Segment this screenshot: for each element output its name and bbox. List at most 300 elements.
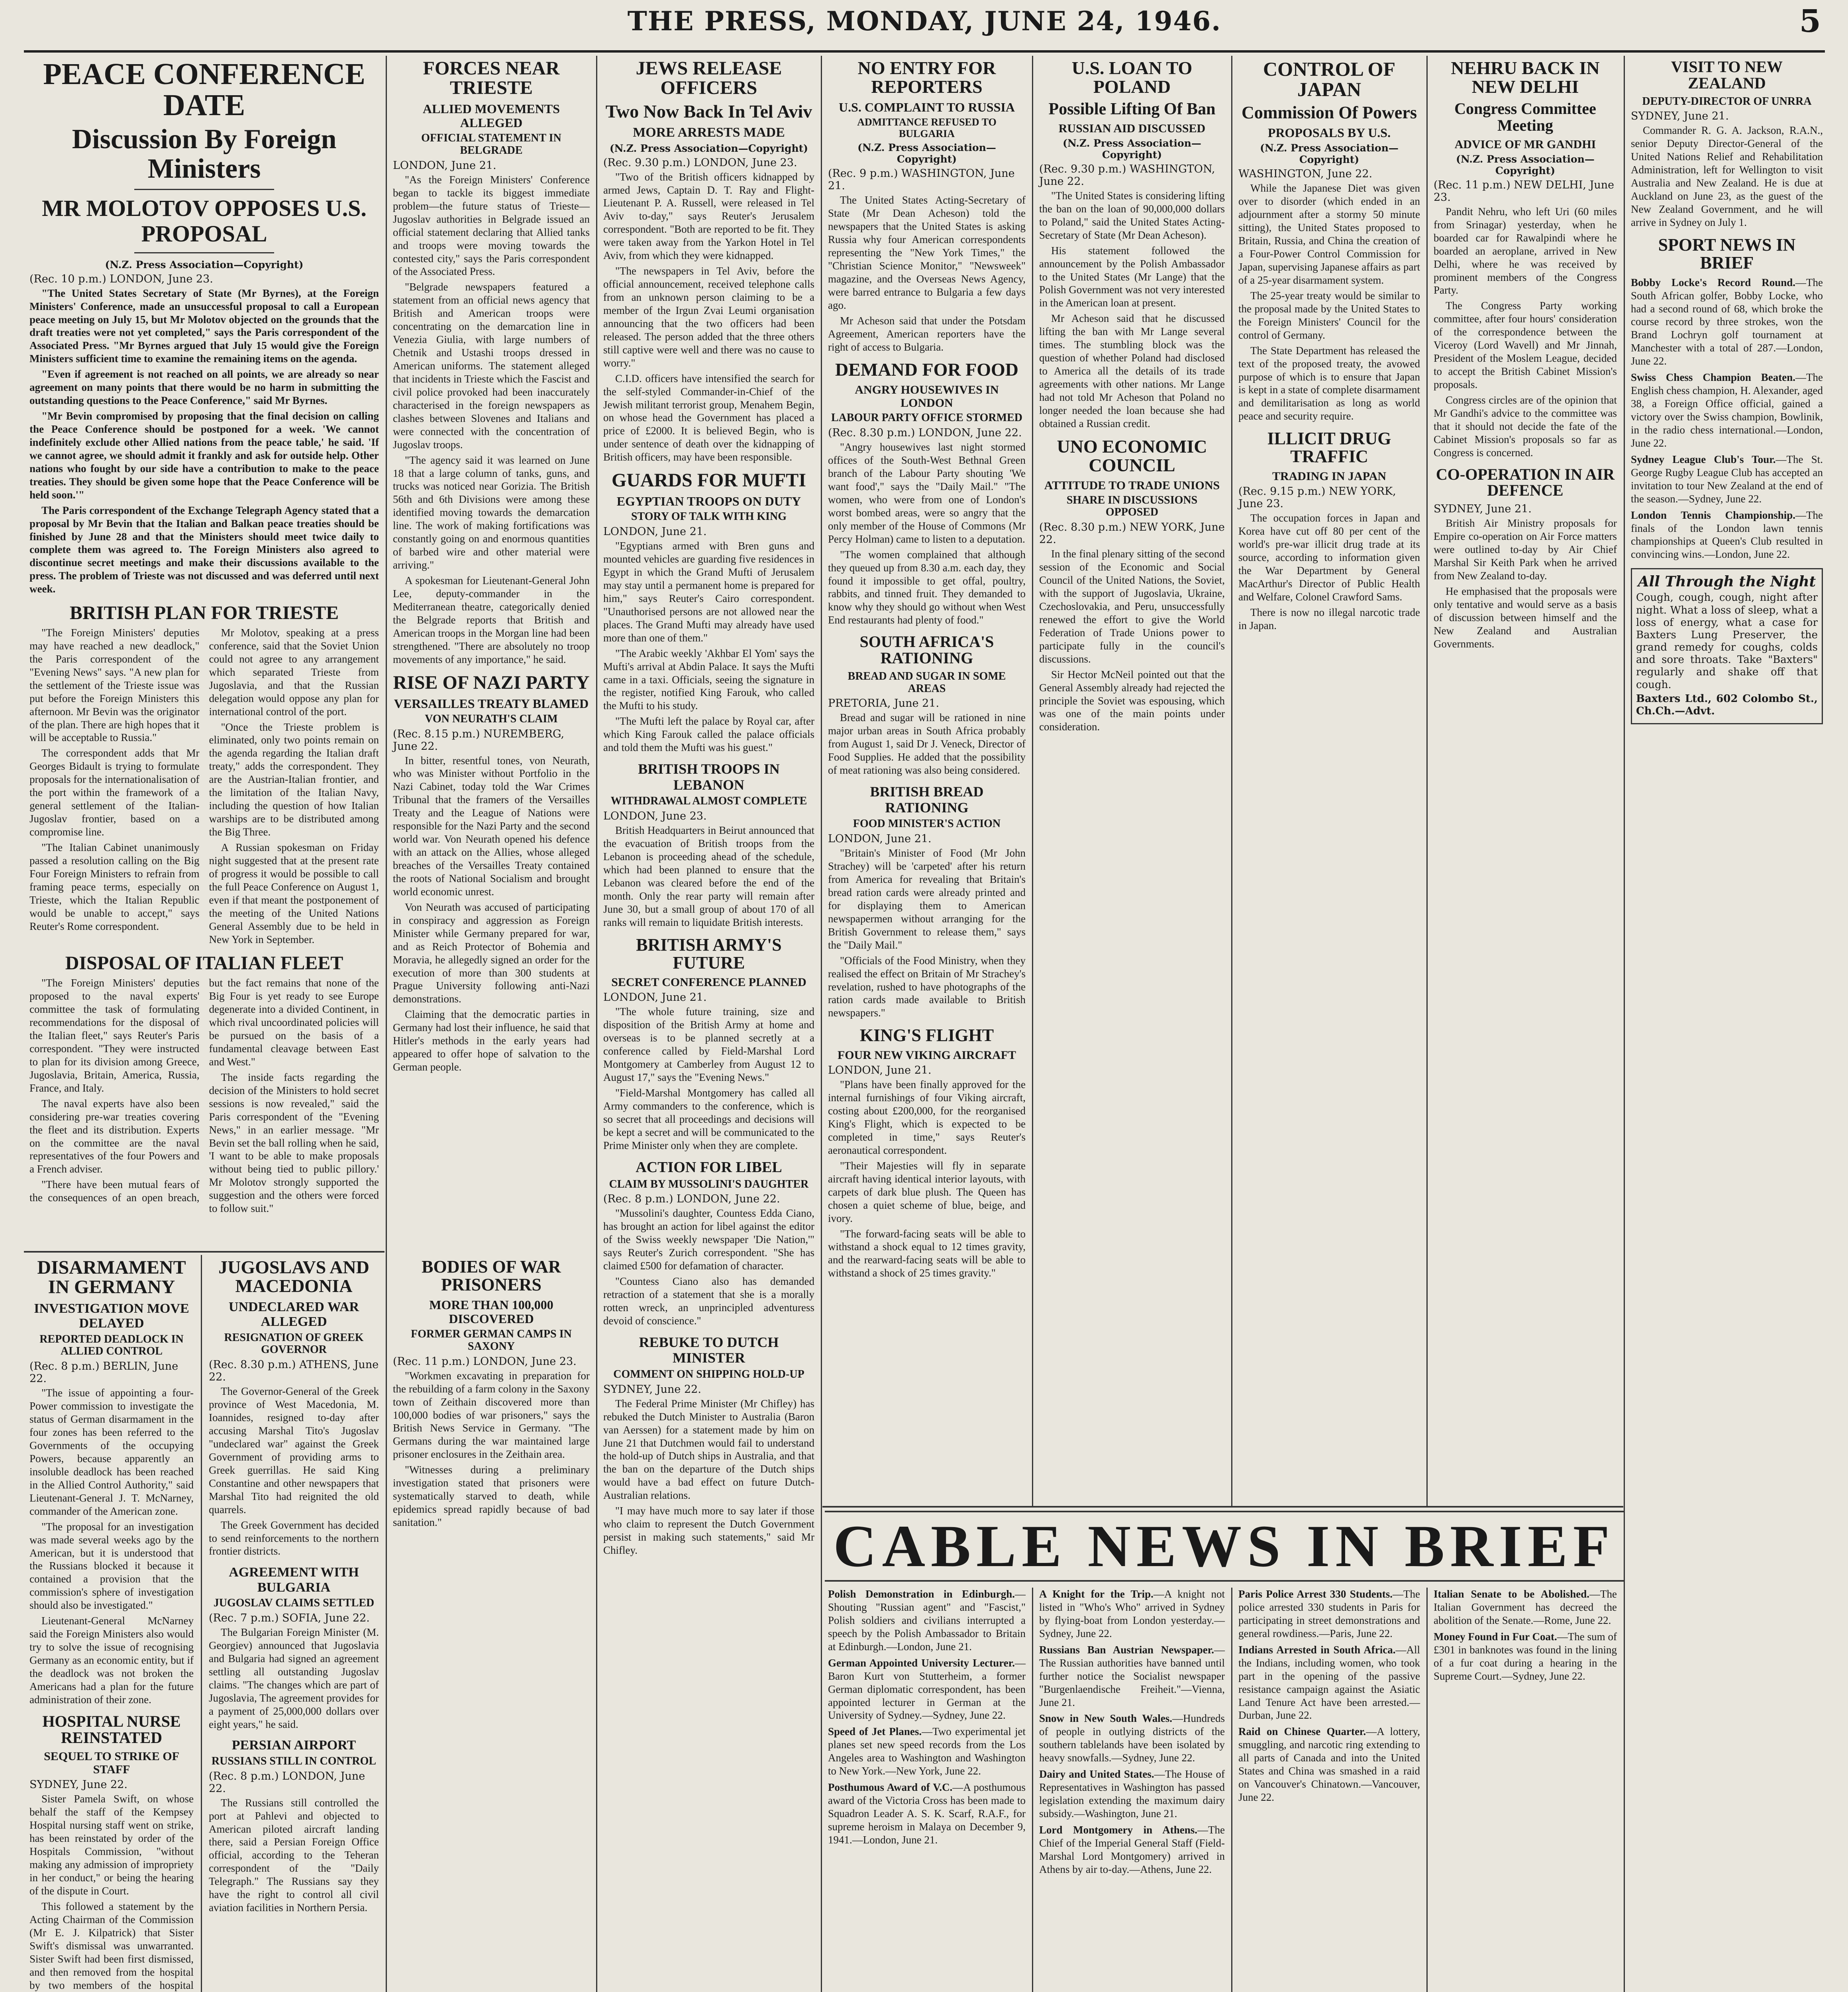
cable-item	[828, 1588, 1026, 1653]
cable-text: —A knight not listed in "Who's Who" arrived in Sydney by flying-boat from London yesterday.—Sydney, June 22.	[1039, 1588, 1225, 1639]
article-body	[209, 1385, 379, 1558]
cable-lead: Indians Arrested in South Africa.	[1238, 1643, 1396, 1656]
dateline: (Rec. 9.15 p.m.) NEW YORK, June 23.	[1238, 485, 1396, 510]
paragraph: Sister Pamela Swift, on whose behalf the staff of the Kempsey Hospital nursing staff went on strike, has been reinstated by order of the Hospitals Commission, "without making any admission of impropriety in her conduct," or being the hearing of the dispute in Court.	[29, 1793, 194, 1897]
article-war-prisoners	[393, 1258, 590, 1529]
article-army-future	[603, 936, 814, 1152]
paragraph: The United States Acting-Secretary of State (Mr Dean Acheson) told the newspapers that the United States is asking Russia why four American correspondents representing the "New York Times," the "Christian Science Monitor," "Newsweek" magazine, and the Overseas News Agency, were barred entrance to Bulgaria a few days ago.	[828, 194, 1026, 311]
paragraph: "Officials of the Food Ministry, when they realised the effect on Britain of Mr Strachey's revelation, rushed to have photographs of the ration cards made available to British newspapers."	[828, 954, 1026, 1019]
cable-item	[828, 1725, 1026, 1778]
cable-text: —The Italian Government has decreed the abolition of the Senate.—Rome, June 22.	[1434, 1588, 1617, 1626]
article-hospital-nurse	[29, 1714, 194, 1992]
cable-item	[828, 1781, 1026, 1847]
article-body	[603, 1005, 814, 1152]
article-body	[603, 1207, 814, 1327]
headline: BODIES OF WAR PRISONERS	[422, 1257, 561, 1294]
cable-column-3	[1233, 1588, 1426, 1992]
sport-text: —The finals of the London lawn tennis championships at Queen's Club resulted in convincing wins.—London, June 22.	[1631, 509, 1823, 561]
sport-item	[1631, 276, 1823, 368]
paragraph: "The United States Secretary of State (Mr Byrnes), at the Foreign Ministers' Conference, made an unsuccessful proposal to call a European peace meeting on July 15, but Mr Molotov objected on the grounds that the draft treaties were not yet completed," says the Paris correspondent of the Associated Press. "Mr Byrnes argued that July 15 would give the Foreign Ministers sufficient time to examine the remaining items on the agenda.	[29, 287, 379, 365]
paragraph: "The agency said it was learned on June 18 that a large column of tanks, guns, and trucks was noticed near Gorizia. The British 56th and 6th Divisions were among these identified moving towards the demarcation line. The work of making fortifications was constantly going on and enormous quantities of barbed wire and other material were arriving."	[393, 454, 590, 571]
deck: EGYPTIAN TROOPS ON DUTY	[616, 494, 801, 509]
cable-text: —A lottery, smuggling, and narcotic ring extending to all parts of Canada and into the United States and China was smashed in a raid on Vancouver's Chinatown.—Vancouver, June 22.	[1238, 1725, 1420, 1804]
cable-text: —The Chief of the Imperial General Staff (Field-Marshal Lord Montgomery) arrived in Athens by air to-day.—Athens, June 22.	[1039, 1823, 1225, 1875]
article-body	[828, 1078, 1026, 1280]
column-4	[822, 56, 1031, 1506]
masthead-title: THE PRESS, MONDAY, JUNE 24, 1946.	[627, 6, 1222, 37]
dateline: (Rec. 9.30 p.m.) WASHINGTON, June 22.	[1039, 163, 1215, 188]
article-body	[828, 711, 1026, 777]
deck: MORE ARRESTS MADE	[633, 125, 785, 140]
headline: BRITISH BREAD RATIONING	[870, 784, 984, 816]
subheadline: Two Now Back In Tel Aviv	[605, 101, 812, 122]
cable-lead: Italian Senate to be Abolished.	[1434, 1588, 1590, 1600]
column-2	[387, 56, 595, 1251]
dateline: (Rec. 8.30 p.m.) NEW YORK, June 22.	[1039, 521, 1225, 546]
sport-item	[1631, 509, 1823, 561]
article-body	[828, 847, 1026, 1020]
headline: PERSIAN AIRPORT	[231, 1738, 356, 1753]
cable-text: —The sum of £301 in banknotes was found in the lining of a fur coat during a hearing in the Supreme Court.—Sydney, June 22.	[1434, 1630, 1617, 1682]
paragraph: "Workmen excavating in preparation for the rebuilding of a farm colony in the Saxony town of Zeithain discovered more than 100,000 bodies of war prisoners," says the British News Service in Germany. "The Germans during the war maintained large prisoner enclosures in the Zeithain area.	[393, 1369, 590, 1461]
article-body	[828, 441, 1026, 627]
cable-lead: Snow in New South Wales.	[1039, 1712, 1173, 1725]
article-forces-trieste	[393, 59, 590, 666]
column-rule	[1231, 1588, 1232, 1992]
paragraph: "Mussolini's daughter, Countess Edda Ciano, has brought an action for libel against the editor of the Swiss weekly newspaper 'Die Nation,'" says Reuter's Zurich correspondent. "She has claimed £500 for defamation of character.	[603, 1207, 814, 1272]
paragraph: The occupation forces in Japan and Korea have cut off 80 per cent of the world's pre-war illicit drug trade at its source, according to information given the War Department by General MacArthur's Director of Public Health and Welfare, Colonel Crawford Sams.	[1238, 512, 1420, 603]
paragraph: There is now no illegal narcotic trade in Japan.	[1238, 606, 1420, 631]
deck: ADVICE OF MR GANDHI	[1454, 137, 1596, 151]
paragraph: "Two of the British officers kidnapped by armed Jews, Captain D. T. Ray and Flight-Lieutenant P. A. Russell, were released in Tel Aviv to-day," says Reuter's Jerusalem correspondent. "Both are reported to be fit. They were taken away from the Yarkon Hotel in Tel Aviv, from which they were kidnapped.	[603, 171, 814, 262]
column-rule	[1032, 1588, 1033, 1992]
divider	[134, 252, 274, 253]
column-1b-lower	[203, 1255, 385, 1992]
headline: BRITISH ARMY'S FUTURE	[636, 935, 782, 972]
article-body	[209, 1796, 379, 1914]
headline: DISPOSAL OF ITALIAN FLEET	[65, 953, 343, 974]
article-drug-traffic	[1238, 430, 1420, 632]
dateline: (Rec. 8.15 p.m.) NUREMBERG, June 22.	[393, 727, 565, 753]
dateline: (Rec. 9.30 p.m.) LONDON, June 23.	[603, 156, 797, 169]
paragraph: The naval experts have also been considering pre-war treaties covering the fleet and its distribution. Experts on the committee are the naval representatives of the four Powers and a French adviser.	[29, 1097, 200, 1175]
deck: MORE THAN 100,000 DISCOVERED	[429, 1297, 553, 1326]
column-rule	[201, 1255, 202, 1992]
paragraph: "There have been mutual fears of the consequences of an open breach, but the fact remains that none of the Big Four is yet ready to see Europe degenerate into a divided Continent, in which rival uncoordinated policies will be pursued on the basis of a fundamental cleavage between East and West."	[29, 977, 379, 1204]
column-5	[1034, 56, 1230, 1506]
article-jugoslavs	[209, 1258, 379, 1558]
paragraph: Bread and sugar will be rationed in nine major urban areas in South Africa probably from August 1, said Dr J. Veneck, Director of Food Supplies. He added that the possibility of meat rationing was also being considered.	[828, 712, 1026, 776]
article-body	[1631, 124, 1823, 229]
advertisement	[1631, 568, 1823, 724]
paragraph: British Headquarters in Beirut announced that the evacuation of British troops from the Lebanon is proceeding ahead of the schedule, which had been planned to ensure that the Lebanon was cleared before the end of the month. Only the rear party will remain after June 30, but a small group of about 170 of all ranks will remain to liquidate British interests.	[603, 824, 814, 928]
cable-item	[1238, 1588, 1420, 1640]
deck: CLAIM BY MUSSOLINI'S DAUGHTER	[609, 1178, 809, 1190]
column-2-lower	[387, 1255, 595, 1992]
page-number: 5	[1799, 3, 1821, 39]
column-1a-lower	[24, 1255, 199, 1992]
section-rule	[822, 1506, 1623, 1508]
credit-line: (N.Z. Press Association—Copyright)	[1063, 137, 1201, 161]
cable-lead: Russians Ban Austrian Newspaper.	[1039, 1643, 1214, 1656]
article-body	[1039, 189, 1225, 430]
deck: RUSSIAN AID DISCUSSED	[1058, 122, 1206, 135]
headline: HOSPITAL NURSE REINSTATED	[42, 1712, 181, 1747]
article-sa-rationing	[828, 634, 1026, 777]
paragraph: C.I.D. officers have intensified the search for the self-styled Commander-in-Chief of the Jewish militant terrorist group, Menahem Begin, on whose head the Government has placed a price of £2000. It is believed Begin, who is under sentence of death over the kidnapping of British officers, may have been responsible.	[603, 372, 814, 463]
headline: BRITISH PLAN FOR TRIESTE	[69, 602, 339, 624]
article-italian-fleet	[29, 953, 379, 1215]
cable-item	[1434, 1588, 1617, 1627]
deck: REPORTED DEADLOCK IN ALLIED CONTROL	[39, 1333, 184, 1358]
article-jews-release	[603, 59, 814, 464]
paragraph: The State Department has released the text of the proposed treaty, the avowed purpose of which is to ensure that Japan is kept in a state of complete disarmament and demilitarisation as long as world peace and security require.	[1238, 344, 1420, 422]
column-rule	[596, 56, 597, 1992]
deck: SEQUEL TO STRIKE OF STAFF	[44, 1750, 179, 1776]
cable-lead: Paris Police Arrest 330 Students.	[1238, 1588, 1393, 1600]
cable-item	[1039, 1643, 1225, 1709]
article-guards-mufti	[603, 471, 814, 754]
dateline: LONDON, June 23.	[603, 810, 707, 823]
headline: AGREEMENT WITH BULGARIA	[229, 1565, 359, 1595]
headline: NEHRU BACK IN NEW DELHI	[1451, 58, 1600, 97]
deck: FOUR NEW VIKING AIRCRAFT	[837, 1049, 1016, 1062]
dateline: LONDON, June 21.	[828, 833, 932, 845]
headline: GUARDS FOR MUFTI	[612, 470, 806, 491]
deck: SHARE IN DISCUSSIONS OPPOSED	[1066, 494, 1198, 519]
deck: RUSSIANS STILL IN CONTROL	[211, 1755, 377, 1767]
paragraph: Mr Acheson said that under the Potsdam Agreement, American reporters have the right of access to Bulgaria.	[828, 314, 1026, 353]
cable-text: —Shouting "Russian agent" and "Fascist," Polish soldiers and civilians interrupted a speech by the Polish Ambassador to Britain at Edinburgh.—London, June 21.	[828, 1588, 1026, 1653]
article-action-libel	[603, 1159, 814, 1327]
article-loan-poland	[1039, 59, 1225, 430]
advert-sign: Baxters Ltd., 602 Colombo St., Ch.Ch.—Advt.	[1636, 692, 1818, 718]
headline: PEACE CONFERENCE DATE	[43, 57, 365, 122]
subheadline: Possible Lifting Of Ban	[1048, 100, 1216, 118]
paragraph: "The Arabic weekly 'Akhbar El Yom' says the Mufti's arrival at Abdin Palace. It says the Mufti came in a taxi. Officials, seeing the signature in the register, notified King Farouk, who called the Mufti to his study.	[603, 647, 814, 712]
deck: COMMENT ON SHIPPING HOLD-UP	[613, 1368, 804, 1380]
deck: UNDECLARED WAR ALLEGED	[228, 1299, 359, 1329]
cable-text: —All the Indians, including women, who took part in the opening of the passive resistance campaign against the Asiatic Land Tenure Act have been arrested.—Durban, June 22.	[1238, 1643, 1420, 1721]
article-kings-flight	[828, 1027, 1026, 1280]
deck: WITHDRAWAL ALMOST COMPLETE	[610, 795, 807, 808]
paragraph: The Congress Party working committee, after four hours' consideration of the correspondence between the Viceroy (Lord Wavell) and Mr Jinnah, President of the Moslem League, decided to accept the British Cabinet Mission's proposals.	[1434, 300, 1617, 390]
article-body	[1434, 205, 1617, 459]
cable-item	[1039, 1588, 1225, 1640]
cable-lead: Dairy and United States.	[1039, 1768, 1154, 1780]
column-8	[1625, 56, 1828, 1992]
paragraph: In the final plenary sitting of the second session of the Economic and Social Council of the United Nations, the Soviet, with the support of Jugoslavia, Ukraine, Czechoslovakia, and Peru, unsuccessfully renewed the effort to give the World Federation of Trade Unions power to participate fully in the council's discussions.	[1039, 548, 1225, 665]
headline: U.S. LOAN TO POLAND	[1071, 58, 1193, 97]
article-body	[29, 1386, 194, 1706]
paragraph: "Plans have been finally approved for the internal furnishings of four Viking aircraft, costing about £200,000, for the reorganised King's Flight, which is expected to be completed in time," says Reuter's aeronautical correspondent.	[828, 1078, 1026, 1156]
article-body	[29, 626, 379, 946]
deck: PROPOSALS BY U.S.	[1267, 125, 1391, 140]
paragraph: "The Foreign Ministers' deputies may have reached a new deadlock," the Paris correspondent of the "Evening News" says. "A new plan for the settlement of the Trieste issue was put before the Foreign Ministers this afternoon. Mr Bevin was the originator of the plan. There are high hopes that it will be acceptable to Russia."	[29, 626, 200, 744]
credit-line: (N.Z. Press Association—Copyright)	[1456, 153, 1595, 176]
paragraph: The Bulgarian Foreign Minister (M. Georgiev) announced that Jugoslavia and Bulgaria had signed an agreement settling all outstanding Jugoslav claims. "The changes which are part of Jugoslavia, The agreement provides for a payment of 25,000,000 dollars over eight years," he said.	[209, 1626, 379, 1730]
deck: FORMER GERMAN CAMPS IN SAXONY	[411, 1328, 572, 1353]
cable-item	[828, 1657, 1026, 1722]
paragraph: The Federal Prime Minister (Mr Chifley) has rebuked the Dutch Minister to Australia (Baron van Aerssen) for a statement made by him on June 21 that Dutchmen would fail to understand the hold-up of Dutch ships in Australia, and that the ban on the departure of the Dutch ships would have a bad effect on future Dutch-Australian relations.	[603, 1397, 814, 1502]
paragraph: "The Mufti left the palace by Royal car, after which King Farouk called the palace officials and told them the Mufti was his guest."	[603, 715, 814, 754]
article-body	[1238, 182, 1420, 423]
headline: SOUTH AFRICA'S RATIONING	[859, 633, 994, 667]
article-control-japan	[1238, 59, 1420, 423]
paragraph: "The women complained that although they queued up from 8.30 a.m. each day, they found it impossible to get offal, poultry, rabbits, and tinned fruit. They demanded to know why they should go without when West End restaurants had plenty of food."	[828, 548, 1026, 626]
dateline: PRETORIA, June 21.	[828, 697, 940, 710]
deck: LABOUR PARTY OFFICE STORMED	[831, 412, 1022, 424]
deck: U.S. COMPLAINT TO RUSSIA	[839, 100, 1015, 114]
headline: DEMAND FOR FOOD	[835, 359, 1018, 380]
paragraph: "The forward-facing seats will be able to withstand a shock equal to 12 times gravity, and the rearward-facing seats will be able to withstand a shock of 25 times gravity."	[828, 1227, 1026, 1279]
cable-item	[1238, 1725, 1420, 1804]
deck: ATTITUDE TO TRADE UNIONS	[1044, 478, 1220, 492]
paragraph: "I may have much more to say later if those who claim to represent the Dutch Government persist in making such statements," said Mr Chifley.	[603, 1505, 814, 1557]
article-body	[1039, 547, 1225, 733]
deck: ADMITTANCE REFUSED TO BULGARIA	[857, 116, 997, 139]
sport-lead: Sydney League Club's Tour.	[1631, 453, 1776, 465]
sport-text: —The English chess champion, H. Alexander, aged 38, a Foreign Office official, gained a victory over the Swiss champion, Bowlinik, in the radio chess international.—London, June 22.	[1631, 371, 1823, 449]
column-rule	[386, 56, 387, 1992]
article-bulgaria	[209, 1565, 379, 1731]
dateline: (Rec. 8.30 p.m.) LONDON, June 22.	[828, 427, 1022, 439]
column-rule	[1426, 56, 1428, 1506]
headline: FORCES NEAR TRIESTE	[423, 58, 560, 98]
dateline: SYDNEY, June 22.	[603, 1383, 701, 1396]
paragraph: "Even if agreement is not reached on all points, we are already so near agreement on many points that there would be no harm in submitting the outstanding questions to the Peace Conference," said Mr Byrnes.	[29, 368, 379, 407]
article-nazi-party	[393, 673, 590, 1074]
cable-item	[1039, 1823, 1225, 1876]
cable-lead: A Knight for the Trip.	[1039, 1588, 1154, 1600]
headline: NO ENTRY FOR REPORTERS	[857, 58, 996, 97]
paragraph: "The Foreign Ministers' deputies proposed to the naval experts' committee the task of formulating recommendations for the disposal of the Italian fleet," says Reuter's Paris correspondent. "They were instructed to plan for its division among Greece, Jugoslavia, Britain, America, Russia, France, and Italy.	[29, 977, 200, 1094]
article-british-plan	[29, 603, 379, 946]
article-body	[1238, 512, 1420, 632]
article-peace-conference	[29, 59, 379, 596]
article-body	[603, 171, 814, 464]
cable-lead: Polish Demonstration in Edinburgh.	[828, 1588, 1015, 1600]
dateline: (Rec. 8 p.m.) LONDON, June 22.	[603, 1193, 780, 1206]
credit-line: (N.Z. Press Association—Copyright)	[857, 142, 996, 165]
dateline: (Rec. 9 p.m.) WASHINGTON, June 21.	[828, 167, 1015, 192]
paragraph: Mr Molotov, speaking at a press conference, said that the Soviet Union could not agree to any arrangement which separated Trieste from Jugoslavia, and that the Russian delegation would oppose any plan for international control of the port.	[209, 626, 379, 718]
cable-text: —Baron Kurt von Stutterheim, a former German diplomatic correspondent, has been appointed lecturer in German at the University of Sydney.—Sydney, June 22.	[828, 1657, 1026, 1721]
dateline: (Rec. 8 p.m.) BERLIN, June 22.	[29, 1360, 179, 1385]
paragraph: Pandit Nehru, who left Uri (60 miles from Srinagar) yesterday, when he boarded car for Rawalpindi where he boarded an aeroplane, arrived in New Delhi, where he was received by prominent members of the Congress Party.	[1434, 205, 1617, 296]
article-body	[393, 173, 590, 666]
paragraph: "Britain's Minister of Food (Mr John Strachey) will be 'carpeted' after his return from America for revealing that Britain's bread ration cards were already printed and for displaying them to American newspapermen without arranging for the British Government to release them," says the "Daily Mail."	[828, 847, 1026, 951]
cable-item	[1238, 1643, 1420, 1722]
paragraph: British Air Ministry proposals for Empire co-operation on Air Force matters were outlined to-day by Air Chief Marshal Sir Keith Park when he arrived from New Zealand to-day.	[1434, 517, 1617, 582]
deck: STORY OF TALK WITH KING	[631, 510, 787, 523]
paragraph: The Paris correspondent of the Exchange Telegraph Agency stated that a proposal by Mr Bevin that the Italian and Balkan peace treaties should be finished by June 28 and that the Ministers should meet twice daily to complete them was agreed to. The Foreign Ministers also agreed to discontinue secret meetings and make their discussions available to the press. The problem of Trieste was not discussed and was deferred until next week.	[29, 504, 379, 595]
article-persian-airport	[209, 1738, 379, 1914]
column-rule	[1426, 1588, 1428, 1992]
paragraph: "As the Foreign Ministers' Conference began to tackle its biggest immediate problem—the future status of Trieste—Jugoslav authorities in Belgrade issued an official statement declaring that Allied tanks and troops were moving towards the contested city," says the Paris correspondent of the Associated Press.	[393, 173, 590, 278]
paragraph: Claiming that the democratic parties in Germany had lost their influence, he said that Hitler's methods in the early years had appeared to offer hope of salvation to the German people.	[393, 1008, 590, 1073]
cable-column-4	[1428, 1588, 1622, 1992]
headline: ILLICIT DRUG TRAFFIC	[1267, 429, 1391, 467]
paragraph: "The newspapers in Tel Aviv, before the official announcement, received telephone calls from an unknown person claiming to be a member of the Irgun Zvai Leumi organisation announcing that the two officers had been released. The person added that the three others still captive were well and there was no cause to worry."	[603, 265, 814, 369]
dateline: LONDON, June 21.	[603, 991, 707, 1004]
article-body	[393, 1369, 590, 1529]
dateline: LONDON, June 21.	[393, 159, 496, 172]
credit-line: (N.Z. Press Association—Copyright)	[609, 142, 808, 154]
cable-lead: German Appointed University Lecturer.	[828, 1657, 1015, 1669]
article-body	[828, 194, 1026, 353]
article-body	[603, 824, 814, 929]
paragraph: "Field-Marshal Montgomery has called all Army commanders to the conference, which is so secret that all proceedings and decisions will be kept a secret and will be communicated to the Prime Minister only when they are complete.	[603, 1087, 814, 1151]
headline: JUGOSLAVS AND MACEDONIA	[218, 1257, 369, 1296]
sport-text: —The South African golfer, Bobby Locke, who had a second round of 68, which broke the course record by three strokes, won the Brand Lochryn golf tournament at Manchester with a total of 287.—London, June 22.	[1631, 276, 1823, 367]
cable-item	[1434, 1630, 1617, 1683]
deck: SECRET CONFERENCE PLANNED	[611, 976, 806, 989]
cable-column-1	[822, 1588, 1031, 1992]
headline: CO-OPERATION IN AIR DEFENCE	[1436, 465, 1615, 500]
paragraph: "The whole future training, size and disposition of the British Army at home and overseas is to be planned secretly at a conference called by Field-Marshal Lord Montgomery at Camberley from August 12 to August 17," says the "Evening News."	[603, 1006, 814, 1084]
sport-lead: London Tennis Championship.	[1631, 509, 1796, 521]
advert-title: All Through the Night	[1638, 573, 1816, 590]
paragraph: Lieutenant-General McNarney said the Foreign Ministers also would try to solve the issue of recognising Germany as an economic entity, but if the deadlock was not broken the Americans had a plan for the future administration of their zone.	[29, 1615, 194, 1706]
deck: RESIGNATION OF GREEK GOVERNOR	[224, 1331, 364, 1356]
article-disarmament	[29, 1258, 194, 1706]
paragraph: Congress circles are of the opinion that Mr Gandhi's advice to the committee was that it should not decide the fate of the Cabinet Mission's proposals so far as Congress is concerned.	[1434, 394, 1617, 459]
deck: INVESTIGATION MOVE DELAYED	[34, 1301, 189, 1331]
dateline: (Rec. 8.30 p.m.) ATHENS, June 22.	[209, 1359, 379, 1384]
cable-text: —The Russian authorities have banned until further notice the Socialist newspaper "Burgenlaendische Freiheit."—Vienna, June 21.	[1039, 1643, 1225, 1708]
dateline: (Rec. 8 p.m.) LONDON, June 22.	[209, 1770, 365, 1795]
paragraph: The inside facts regarding the decision of the Ministers to hold secret sessions is now revealed," said the Paris correspondent of the "Evening News," in an earlier message. "Mr Bevin set the ball rolling when he said, 'I want to be able to make proposals without being tied to public pillory.' Mr Molotov strongly supported the suggestion and the others were forced to follow suit."	[209, 1071, 379, 1215]
paragraph: The 25-year treaty would be similar to the proposal made by the United States to the Foreign Ministers' Council for the control of Germany.	[1238, 289, 1420, 341]
dateline: LONDON, June 21.	[603, 525, 707, 538]
paragraph: "Belgrade newspapers featured a statement from an official news agency that British and American troops were concentrating on the demarcation line in Venezia Giulia, with large numbers of Chetnik and Ustashi troops dressed in American uniforms. The statement alleged that incidents in Trieste which the Fascist and civil police provoked had been inaccurately characterised in the foreign newspapers as clashes between Slovenes and Italians and were connected with the concentration of Jugoslav troops.	[393, 281, 590, 451]
article-dutch-minister	[603, 1335, 814, 1557]
headline: BRITISH TROOPS IN LEBANON	[638, 761, 780, 793]
deck: VON NEURATH'S CLAIM	[425, 712, 558, 725]
article-no-entry	[828, 59, 1026, 353]
section-rule	[24, 1251, 385, 1253]
article-body	[209, 1626, 379, 1731]
paragraph: The Greek Government has decided to send reinforcements to the northern frontier districts.	[209, 1519, 379, 1557]
sport-lead: Swiss Chess Champion Beaten.	[1631, 371, 1796, 384]
deck: JUGOSLAV CLAIMS SETTLED	[213, 1597, 375, 1610]
paragraph: He emphasised that the proposals were only tentative and would serve as a basis of discussion between himself and the New Zealand and Australian Governments.	[1434, 585, 1617, 650]
deck: DEPUTY-DIRECTOR OF UNRRA	[1642, 95, 1812, 108]
cable-news-banner: CABLE NEWS IN BRIEF	[825, 1511, 1624, 1582]
cable-lead: Money Found in Fur Coat.	[1434, 1630, 1557, 1643]
paragraph: The Russians still controlled the port at Pahlevi and objected to American piloted aircraft landing there, said a Persian Foreign Office official, according to the Teheran correspondent of the "Daily Telegraph." The Russians say they have the right to control all civil aviation facilities in Northern Persia.	[209, 1796, 379, 1914]
paragraph: This followed a statement by the Acting Chairman of the Commission (Mr E. J. Kilpatrick) that Sister Swift's dismissal was unwarranted. Sister Swift had been first dismissed, and then removed from the hospital by two members of the hospital	[29, 1900, 194, 1991]
column-7	[1428, 56, 1622, 1506]
paragraph: "The issue of appointing a four-Power commission to investigate the status of German disarmament in the four zones has been referred to the Governments of the occupying Powers, because apparently an insoluble deadlock has been reached in the Allied Control Authority," said Lieutenant-General J. T. McNarney, commander of the American zone.	[29, 1387, 194, 1517]
headline: CONTROL OF JAPAN	[1263, 58, 1395, 100]
paragraph: "The Italian Cabinet unanimously passed a resolution calling on the Big Four Foreign Ministers to refrain from framing peace terms, especially on Trieste, which the Italian Republic would be unable to accept," says Reuter's Rome correspondent.	[29, 841, 200, 932]
paragraph: A spokesman for Lieutenant-General John Lee, deputy-commander in the Mediterranean theatre, categorically denied the Belgrade reports that British and American troops in the Morgan line had been strengthened. "There are absolutely no troop movements of any importance," he said.	[393, 574, 590, 665]
article-visit-nz	[1631, 59, 1823, 229]
article-uno-council	[1039, 437, 1225, 734]
cable-text: —The police arrested 330 students in Paris for participating in street demonstrations and general rowdiness.—Paris, June 22.	[1238, 1588, 1420, 1639]
sport-lead: Bobby Locke's Record Round.	[1631, 276, 1796, 288]
article-body	[29, 287, 379, 596]
sport-text: —The St. George Rugby League Club has accepted an invitation to tour New Zealand at the end of the season.—Sydney, June 22.	[1631, 453, 1823, 505]
deck: ANGRY HOUSEWIVES IN LONDON	[855, 383, 999, 410]
dateline: SYDNEY, June 21.	[1631, 110, 1729, 123]
column-3	[598, 56, 820, 1992]
subheadline: Discussion By Foreign Ministers	[72, 124, 337, 184]
article-body	[603, 539, 814, 754]
column-6	[1233, 56, 1426, 1506]
masthead	[24, 3, 1825, 53]
article-body	[29, 1792, 194, 1992]
article-troops-lebanon	[603, 761, 814, 929]
deck: TRADING IN JAPAN	[1272, 470, 1387, 483]
cable-lead: Raid on Chinese Quarter.	[1238, 1725, 1366, 1738]
paragraph: "The United States is considering lifting the ban on the loan of 90,000,000 dollars to Poland," said the United States Acting-Secretary of State (Mr Dean Acheson).	[1039, 189, 1225, 241]
cable-item	[1039, 1712, 1225, 1765]
article-demand-food	[828, 361, 1026, 627]
dateline: SYDNEY, June 22.	[29, 1778, 128, 1791]
article-air-defence	[1434, 467, 1617, 651]
dateline: (Rec. 7 p.m.) SOFIA, June 22.	[209, 1612, 370, 1624]
credit-line: (N.Z. Press Association—Copyright)	[105, 259, 304, 271]
dateline: WASHINGTON, June 22.	[1238, 168, 1373, 180]
paragraph: Von Neurath was accused of participating in conspiracy and aggression as Foreign Minister while Germany prepared for war, and as Reich Protector of Bohemia and Moravia, he allegedly signed an order for the execution of more than 300 students at Prague University following anti-Nazi demonstrations.	[393, 901, 590, 1005]
article-bread-rationing	[828, 784, 1026, 1020]
cable-lead: Speed of Jet Planes.	[828, 1725, 922, 1738]
cable-column-2	[1034, 1588, 1230, 1992]
deck: VERSAILLES TREATY BLAMED	[394, 696, 589, 711]
deck: BREAD AND SUGAR IN SOME AREAS	[847, 670, 1006, 695]
column-rule	[821, 56, 822, 1992]
cable-lead: Posthumous Award of V.C.	[828, 1781, 953, 1794]
cable-text: —The House of Representatives in Washington has passed legislation extending the maximum dairy subsidy.—Washington, June 21.	[1039, 1768, 1225, 1819]
paragraph: While the Japanese Diet was given over to disorder (which ended in an adjournment after a stormy 50 minute sitting), the United States proposed to Britain, Russia, and China the creation of a Four-Power Control Commission for Japan, supervising Japanese affairs as part of a 25-year disarmament system.	[1238, 182, 1420, 286]
paragraph: "The proposal for an investigation was made several weeks ago by the American, but it is understood that the Russians blocked it because it contained a provision that the commission's sphere of investigation should also be investigated."	[29, 1520, 194, 1612]
deck: OFFICIAL STATEMENT IN BELGRADE	[421, 132, 561, 157]
dateline: LONDON, June 21.	[828, 1064, 932, 1077]
paragraph: The Governor-General of the Greek province of West Macedonia, M. Ioannides, resigned to-day after accusing Marshal Tito's Jugoslav "undeclared war" against the Greek Government of providing arms to Greek guerrillas. He said King Constantine and other newspapers that Marshal Tito had reignited the old quarrels.	[209, 1385, 379, 1516]
dateline: SYDNEY, June 21.	[1434, 503, 1532, 516]
cable-lead: Lord Montgomery in Athens.	[1039, 1823, 1198, 1836]
headline: REBUKE TO DUTCH MINISTER	[639, 1334, 779, 1366]
cable-text: —Two experimental jet planes set new speed records from the Los Angeles area to Washington and Washington to New York.—New York, June 22.	[828, 1725, 1026, 1777]
paragraph: "Once the Trieste problem is eliminated, only two points remain on the agenda regarding the Italian draft treaty," adds the correspondent. They are the Austrian-Italian frontier, and the limitation of the Italian Navy, including the question of how Italian warships are to be distributed among the Big Three.	[209, 721, 379, 838]
paragraph: A Russian spokesman on Friday night suggested that at the present rate of progress it would be possible to call the full Peace Conference on August 1, even if that meant the postponement of the meeting of the United Nations General Assembly due to be held in New York in September.	[209, 841, 379, 945]
paragraph: "Mr Bevin compromised by proposing that the final decision on calling the Peace Conference should be postponed for a week. 'We cannot indefinitely exclude other Allied nations from the peace table,' he said. 'If we cannot agree, we should admit it frankly and ask for outside help. Other nations who fought by our side have a contribution to make to the peace treaties. They should be given some hope that the Peace Conference will be held soon.'"	[29, 410, 379, 501]
headline: RISE OF NAZI PARTY	[393, 672, 590, 693]
paragraph: "Witnesses during a preliminary investigation stated that prisoners were systematically starved to death, while epidemics spread rapidly because of bad sanitation."	[393, 1464, 590, 1529]
sport-item	[1631, 371, 1823, 450]
cable-text: —Hundreds of people in outlying districts of the southern tablelands have been isolated by heavy snowfalls.—Sydney, June 22.	[1039, 1712, 1225, 1764]
paragraph: "Their Majesties will fly in separate aircraft having identical interior layouts, with carpets of dark blue plush. The Queen has chosen a quiet scheme of blue, beige, and ivory.	[828, 1159, 1026, 1224]
article-sport-news	[1631, 236, 1823, 561]
dateline: (Rec. 11 p.m.) LONDON, June 23.	[393, 1355, 577, 1368]
paragraph: The correspondent adds that Mr Georges Bidault is trying to formulate proposals for the internationalisation of the port within the framework of a general settlement of the Italian-Jugoslav frontier, based on a compromise line.	[29, 747, 200, 838]
deck: ALLIED MOVEMENTS ALLEGED	[422, 101, 560, 130]
article-body	[29, 976, 379, 1215]
paragraph: "Countess Ciano also has demanded retraction of a statement that she is a morally rotten wreck, an unprincipled adventuress devoid of conscience."	[603, 1275, 814, 1327]
subheadline: Commission Of Powers	[1242, 103, 1417, 122]
headline: DISARMAMENT IN GERMANY	[37, 1257, 186, 1298]
deck: FOOD MINISTER'S ACTION	[853, 818, 1001, 830]
paragraph: "Angry housewives last night stormed offices of the South-West Bethnal Green branch of the Labour Party shouting 'We want food'," says the "Daily Mail." "The women, who were from one of London's worst bombed areas, were so angry that the only member of the House of Commons (Mr Percy Holman) came to listen to a deputation.	[828, 441, 1026, 545]
deck: MR MOLOTOV OPPOSES U.S. PROPOSAL	[42, 195, 367, 247]
column-rule	[1032, 56, 1033, 1506]
headline: JEWS RELEASE OFFICERS	[636, 58, 782, 98]
headline: UNO ECONOMIC COUNCIL	[1057, 436, 1207, 475]
dateline: (Rec. 11 p.m.) NEW DELHI, June 23.	[1434, 178, 1615, 204]
